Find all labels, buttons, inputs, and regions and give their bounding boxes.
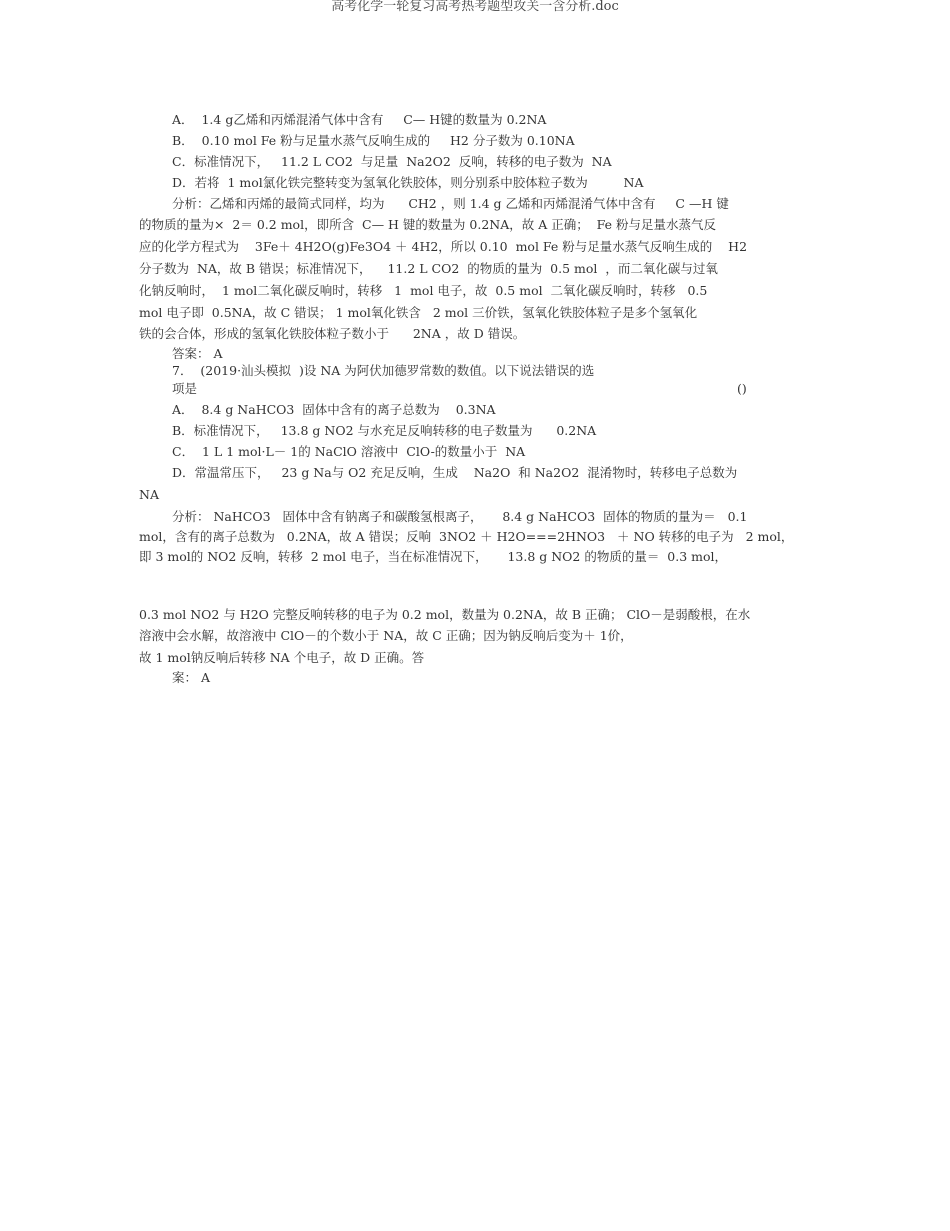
- option-a-line: A． 8.4 g NaHCO3 固体中含有的离子总数为 0.3NA: [172, 402, 496, 417]
- option-b-line: B． 0.10 mol Fe 粉与足量水蒸气反响生成的 H2 分子数为 0.10NA: [172, 133, 575, 148]
- answer-line: 案： A: [172, 670, 211, 685]
- analysis-line: 分析： NaHCO3 固体中含有钠离子和碳酸氢根离子， 8.4 g NaHCO3 固体的物质的量为＝ 0.1: [172, 509, 748, 524]
- option-d-line: D．若将 1 mol氯化铁完整转变为氢氧化铁胶体，则分别系中胶体粒子数为 NA: [172, 175, 644, 190]
- answer-line: 答案： A: [172, 346, 223, 361]
- analysis-line: 0.3 mol NO2 与 H2O 完整反响转移的电子为 0.2 mol，数量为 0.2NA，故 B 正确； ClO－是弱酸根，在水: [139, 607, 751, 622]
- analysis-line: 化钠反响时， 1 mol二氧化碳反响时，转移 1 mol 电子，故 0.5 mol 二氧化碳反响时，转移 0.5: [139, 283, 708, 298]
- option-d-line: NA: [139, 487, 159, 502]
- analysis-line: 应的化学方程式为 3Fe＋ 4H2O(g)Fe3O4 ＋ 4H2，所以 0.10 mol Fe 粉与足量水蒸气反响生成的 H2: [139, 239, 748, 254]
- analysis-line: 的物质的量为× 2＝ 0.2 mol，即所含 C— H 键的数量为 0.2NA，故 A 正确； Fe 粉与足量水蒸气反: [139, 217, 717, 232]
- question-stem-line: 7． (2019·汕头模拟 )设 NA 为阿伏加德罗常数的数值。以下说法错误的选: [172, 363, 595, 378]
- answer-blank: (): [737, 381, 747, 396]
- document-title: 高考化学一轮复习高考热考题型攻关一含分析.doc: [331, 0, 619, 14]
- analysis-line: mol 电子即 0.5NA，故 C 错误； 1 mol氧化铁含 2 mol 三价铁，氢氧化铁胶体粒子是多个氢氧化: [139, 305, 698, 320]
- analysis-line: mol，含有的离子总数为 0.2NA，故 A 错误；反响 3NO2 ＋ H2O===2HNO3 ＋ NO 转移的电子为 2 mol，: [139, 529, 794, 544]
- option-c-line: C． 1 L 1 mol·L－ 1的 NaClO 溶液中 ClO-的数量小于 NA: [172, 444, 526, 459]
- question-stem-line: 项是: [172, 381, 198, 396]
- analysis-line: 铁的会合体，形成的氢氧化铁胶体粒子数小于 2NA ，故 D 错误。: [139, 326, 526, 341]
- option-d-line: D．常温常压下， 23 g Na与 O2 充足反响，生成 Na2O 和 Na2O2 混淆物时，转移电子总数为: [172, 465, 738, 480]
- option-c-line: C．标准情况下， 11.2 L CO2 与足量 Na2O2 反响，转移的电子数为 NA: [172, 154, 612, 169]
- analysis-line: 分析：乙烯和丙烯的最简式同样，均为 CH2 ，则 1.4 g 乙烯和丙烯混淆气体中含有 C —H 键: [172, 196, 729, 211]
- analysis-line: 分子数为 NA，故 B 错误；标准情况下， 11.2 L CO2 的物质的量为 0.5 mol ，而二氧化碳与过氧: [139, 261, 718, 276]
- analysis-line: 故 1 mol钠反响后转移 NA 个电子，故 D 正确。答: [139, 650, 425, 665]
- analysis-line: 即 3 mol的 NO2 反响，转移 2 mol 电子，当在标准情况下， 13.8 g NO2 的物质的量＝ 0.3 mol，: [139, 549, 728, 564]
- analysis-line: 溶液中会水解，故溶液中 ClO－的个数小于 NA，故 C 正确；因为钠反响后变为＋ 1价，: [139, 628, 633, 643]
- option-b-line: B．标准情况下， 13.8 g NO2 与水充足反响转移的电子数量为 0.2NA: [172, 423, 597, 438]
- option-a-line: A． 1.4 g乙烯和丙烯混淆气体中含有 C— H键的数量为 0.2NA: [172, 112, 547, 127]
